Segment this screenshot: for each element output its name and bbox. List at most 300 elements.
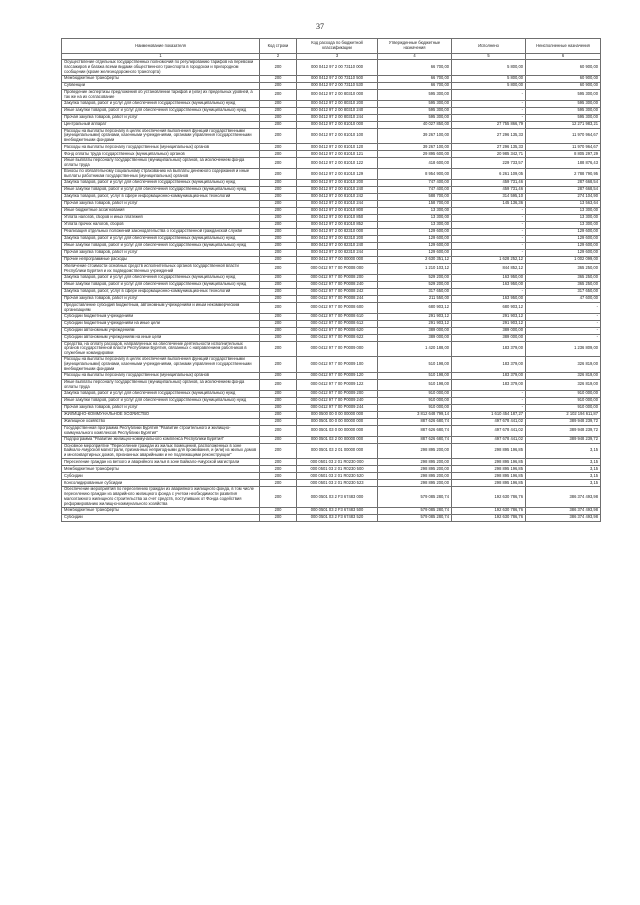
row-name: Иные бюджетные ассигнования — [62, 207, 260, 214]
row-rest: 595 300,00 — [526, 107, 601, 114]
row-kbk: 000 0412 97 2 00 81010 121 — [297, 151, 378, 158]
row-done: 291 903,12 — [452, 313, 526, 320]
row-plan: 579 085 280,74 — [378, 507, 452, 514]
row-done: 389 000,00 — [452, 334, 526, 341]
row-done: - — [452, 390, 526, 397]
row-code: 200 — [260, 207, 297, 214]
row-done: 27 296 135,33 — [452, 144, 526, 151]
row-kbk: 000 0501 03 2 F3 67483 500 — [297, 507, 378, 514]
table-row — [62, 107, 601, 114]
col-number: 1 — [62, 54, 260, 60]
row-rest: 326 819,00 — [526, 357, 601, 373]
row-plan: 910 000,00 — [378, 404, 452, 411]
table-row — [62, 372, 601, 379]
row-done: 229 733,57 — [452, 158, 526, 169]
row-plan: 39 267 100,00 — [378, 144, 452, 151]
row-done: - — [452, 397, 526, 404]
row-kbk: 000 0412 97 2 00 73110 500 — [297, 75, 378, 82]
row-name: Межбюджетные трансферты — [62, 466, 260, 473]
row-code: 200 — [260, 121, 297, 128]
row-rest: 129 600,00 — [526, 242, 601, 249]
table-row — [62, 390, 601, 397]
row-code: 200 — [260, 390, 297, 397]
table-row — [62, 207, 601, 214]
row-plan: 158 700,00 — [378, 200, 452, 207]
row-name: Основное мероприятие "Переселение граждан из жилых помещений, расположенных в зоне Байкало-Амурской магистрали, признанных непригодными для проживания, и (или) из жилых домов и многоквартирных домов, признанных аварийными и не подлежащими реконструкции" — [62, 443, 260, 459]
table-row — [62, 514, 601, 521]
row-rest: 910 000,00 — [526, 404, 601, 411]
row-done: 459 731,46 — [452, 179, 526, 186]
row-plan: 66 700,00 — [378, 82, 452, 89]
row-done: 163 950,00 — [452, 295, 526, 302]
row-plan: 66 700,00 — [378, 75, 452, 82]
row-rest: 595 300,00 — [526, 100, 601, 107]
row-done: 5 800,00 — [452, 75, 526, 82]
row-kbk: 000 0412 97 2 00 81010 120 — [297, 144, 378, 151]
row-code: 200 — [260, 411, 297, 418]
row-rest: 365 250,00 — [526, 274, 601, 281]
row-rest: 386 374 493,98 — [526, 507, 601, 514]
row-kbk: 000 0412 97 7 00 P0008 610 — [297, 313, 378, 320]
row-name: Иные закупки товаров, работ и услуг для обеспечения государственных (муниципальных) нужд — [62, 242, 260, 249]
row-kbk: 000 0412 97 7 00 P0008 200 — [297, 274, 378, 281]
row-name: Расходы на выплаты персоналу в целях обеспечения выполнения функций государственными (муниципальными) органами, казенными учреждениями, органами управления государственными внебюджетными фондами — [62, 357, 260, 373]
row-kbk: 000 0501 03 2 01 R0230 000 — [297, 459, 378, 466]
row-rest: 3,15 — [526, 459, 601, 466]
row-code: 200 — [260, 75, 297, 82]
row-done: - — [452, 242, 526, 249]
row-kbk: 000 0412 97 7 00 P0009 240 — [297, 397, 378, 404]
row-rest: 60 900,00 — [526, 82, 601, 89]
row-done: 298 895 196,85 — [452, 466, 526, 473]
row-rest: 274 104,90 — [526, 193, 601, 200]
row-done: 20 985 342,71 — [452, 151, 526, 158]
row-rest: 326 819,00 — [526, 379, 601, 390]
table-row — [62, 480, 601, 487]
row-rest: - — [526, 313, 601, 320]
row-name: Закупка товаров, работ, услуг в сфере информационно-коммуникационных технологий — [62, 193, 260, 200]
table-row — [62, 288, 601, 295]
row-name: Консолидированные субсидии — [62, 480, 260, 487]
table-row — [62, 425, 601, 436]
row-name: Закупка товаров, работ и услуг для обеспечения государственных (муниципальных) нужд — [62, 235, 260, 242]
row-code: 200 — [260, 249, 297, 256]
row-kbk: 000 0412 97 2 00 80310 240 — [297, 107, 378, 114]
table-row — [62, 436, 601, 443]
row-kbk: 000 0412 97 2 00 81010 000 — [297, 121, 378, 128]
row-rest: 595 300,00 — [526, 114, 601, 121]
row-plan: 13 300,00 — [378, 207, 452, 214]
row-rest: 188 876,43 — [526, 158, 601, 169]
row-rest: - — [526, 320, 601, 327]
row-kbk: 000 0501 00 0 00 00000 000 — [297, 418, 378, 425]
row-kbk: 000 0412 97 2 00 81010 850 — [297, 214, 378, 221]
row-code: 200 — [260, 214, 297, 221]
row-done: 6 261 109,05 — [452, 169, 526, 180]
row-done: 497 678 441,02 — [452, 425, 526, 436]
row-done: 298 895 196,85 — [452, 459, 526, 466]
row-kbk: 000 0412 97 7 00 P0008 000 — [297, 263, 378, 274]
row-code: 200 — [260, 288, 297, 295]
row-kbk: 000 0412 97 2 00 80310 244 — [297, 114, 378, 121]
row-kbk: 000 0412 97 2 00 73110 530 — [297, 82, 378, 89]
row-plan: 66 700,00 — [378, 60, 452, 76]
row-done: 183 379,00 — [452, 357, 526, 373]
row-kbk: 000 0412 97 7 00 P0008 240 — [297, 281, 378, 288]
row-plan: 8 954 900,00 — [378, 169, 452, 180]
col-number: 6 — [526, 54, 601, 60]
row-plan: 129 600,00 — [378, 228, 452, 235]
row-code: 200 — [260, 379, 297, 390]
row-rest: - — [526, 327, 601, 334]
row-name: Прочая закупка товаров, работ и услуг — [62, 295, 260, 302]
row-code: 200 — [260, 186, 297, 193]
row-name: Иные закупки товаров, работ и услуг для обеспечения государственных (муниципальных) нужд — [62, 281, 260, 288]
row-name: Средства, на оплату расходов, направленных на обеспечение деятельности исполнительных органов государственной власти Республики Бурятия, связанных с направлением работников в служебные командировки — [62, 341, 260, 357]
row-done: 291 903,12 — [452, 320, 526, 327]
table-row — [62, 82, 601, 89]
row-rest: - — [526, 334, 601, 341]
row-rest: 3,15 — [526, 473, 601, 480]
row-code: 200 — [260, 302, 297, 313]
row-name: Уплата налогов, сборов и иных платежей — [62, 214, 260, 221]
row-kbk: 000 0412 97 2 00 81010 800 — [297, 207, 378, 214]
row-code: 200 — [260, 459, 297, 466]
row-plan: 510 198,00 — [378, 379, 452, 390]
row-done: 27 755 866,79 — [452, 121, 526, 128]
table-row — [62, 200, 601, 207]
row-done: 680 903,12 — [452, 302, 526, 313]
table-row — [62, 341, 601, 357]
row-plan: 3 812 648 799,14 — [378, 411, 452, 418]
row-kbk: 000 0501 03 2 01 R0230 523 — [297, 480, 378, 487]
row-kbk: 000 0412 97 7 00 P0009 120 — [297, 372, 378, 379]
row-plan: 298 895 200,00 — [378, 443, 452, 459]
row-name: Закупка товаров, работ и услуг для обеспечения государственных (муниципальных) нужд — [62, 274, 260, 281]
row-kbk: 000 0412 97 7 00 00000 000 — [297, 256, 378, 263]
row-plan: 887 626 680,74 — [378, 425, 452, 436]
col-number: 3 — [297, 54, 378, 60]
row-code: 200 — [260, 507, 297, 514]
row-kbk: 000 0412 97 2 00 81010 852 — [297, 221, 378, 228]
header-code: Код строки — [260, 39, 297, 54]
row-code: 200 — [260, 514, 297, 521]
row-rest: 12 271 983,21 — [526, 121, 601, 128]
table-row — [62, 121, 601, 128]
row-plan: 317 650,00 — [378, 288, 452, 295]
row-plan: 595 300,00 — [378, 100, 452, 107]
row-code: 200 — [260, 397, 297, 404]
row-rest: 60 900,00 — [526, 75, 601, 82]
row-code: 200 — [260, 89, 297, 100]
table-row — [62, 144, 601, 151]
row-code: 200 — [260, 158, 297, 169]
row-name: Переселение граждан из ветхого и аварийного жилья в зоне Байкало-Амурской магистрали — [62, 459, 260, 466]
row-plan: 529 200,00 — [378, 274, 452, 281]
row-code: 200 — [260, 151, 297, 158]
table-row — [62, 404, 601, 411]
row-code: 200 — [260, 327, 297, 334]
table-row — [62, 151, 601, 158]
header-kbk: Код расхода по бюджетной классификации — [297, 39, 378, 54]
row-done: 298 895 196,85 — [452, 480, 526, 487]
row-name: Иные закупки товаров, работ и услуг для обеспечения государственных (муниципальных) нужд — [62, 107, 260, 114]
table-row — [62, 302, 601, 313]
row-rest: 129 600,00 — [526, 228, 601, 235]
row-code: 200 — [260, 221, 297, 228]
budget-execution-table — [61, 38, 601, 522]
row-plan: 29 895 600,00 — [378, 151, 452, 158]
header-rest: Неисполненные назначения — [526, 39, 601, 54]
table-row — [62, 327, 601, 334]
row-done: 459 731,46 — [452, 186, 526, 193]
row-code: 200 — [260, 107, 297, 114]
table-row — [62, 75, 601, 82]
table-row — [62, 459, 601, 466]
header-plan: Утвержденные бюджетные назначения — [378, 39, 452, 54]
row-code: 200 — [260, 169, 297, 180]
row-kbk: 000 0412 97 2 00 82310 200 — [297, 235, 378, 242]
table-row — [62, 158, 601, 169]
row-name: Прочая закупка товаров, работ и услуг — [62, 249, 260, 256]
row-plan: 291 903,12 — [378, 313, 452, 320]
row-done: 389 000,00 — [452, 327, 526, 334]
row-plan: 13 300,00 — [378, 214, 452, 221]
row-name: ЖИЛИЩНО-КОММУНАЛЬНОЕ ХОЗЯЙСТВО — [62, 411, 260, 418]
row-plan: 389 000,00 — [378, 327, 452, 334]
row-plan: 129 600,00 — [378, 235, 452, 242]
row-name: Межбюджетные трансферты — [62, 75, 260, 82]
col-number: 2 — [260, 54, 297, 60]
row-rest: 1 002 099,00 — [526, 256, 601, 263]
row-rest: 13 300,00 — [526, 207, 601, 214]
row-plan: 2 630 351,12 — [378, 256, 452, 263]
row-code: 200 — [260, 443, 297, 459]
table-row — [62, 114, 601, 121]
row-kbk: 000 0501 03 2 F3 67483 520 — [297, 514, 378, 521]
row-name: Субсидии бюджетным учреждениям — [62, 313, 260, 320]
row-kbk: 000 0412 97 7 00 P0009 122 — [297, 379, 378, 390]
row-done: 163 950,00 — [452, 281, 526, 288]
table-row — [62, 128, 601, 144]
row-rest: 287 668,54 — [526, 179, 601, 186]
row-kbk: 000 0412 97 2 00 81010 200 — [297, 179, 378, 186]
row-code: 200 — [260, 193, 297, 200]
row-plan: 579 085 280,74 — [378, 514, 452, 521]
row-code: 200 — [260, 436, 297, 443]
row-kbk: 000 0412 97 2 00 73110 000 — [297, 60, 378, 76]
row-kbk: 000 0412 97 2 00 81010 122 — [297, 158, 378, 169]
row-done: - — [452, 207, 526, 214]
row-plan: 595 300,00 — [378, 114, 452, 121]
row-name: Субсидии бюджетным учреждениям на иные цели — [62, 320, 260, 327]
row-done: 27 296 135,33 — [452, 128, 526, 144]
row-name: Реализация отдельных положений законодательства о государственной гражданской службе — [62, 228, 260, 235]
row-name: Государственная программа Республики Бурятия "Развитие строительного и жилищно-коммунального комплексов Республики Бурятия" — [62, 425, 260, 436]
row-kbk: 000 0412 97 7 00 P0008 600 — [297, 302, 378, 313]
row-plan: 510 198,00 — [378, 372, 452, 379]
table-row — [62, 263, 601, 274]
row-name: Субсидии — [62, 514, 260, 521]
table-row — [62, 179, 601, 186]
row-kbk: 000 0500 00 0 00 00000 000 — [297, 411, 378, 418]
row-kbk: 000 0412 97 7 00 P0008 622 — [297, 334, 378, 341]
row-done: 497 678 441,02 — [452, 436, 526, 443]
row-plan: 1 420 188,00 — [378, 341, 452, 357]
table-row — [62, 214, 601, 221]
row-name: Увеличение стоимости основных средств исполнительных органов государственной власти Республики Бурятия и их подведомственных учреждений — [62, 263, 260, 274]
table-row — [62, 418, 601, 425]
row-plan: 13 300,00 — [378, 221, 452, 228]
row-rest: 287 668,54 — [526, 186, 601, 193]
row-kbk: 000 0412 97 7 00 P0008 244 — [297, 295, 378, 302]
row-plan: 129 600,00 — [378, 249, 452, 256]
row-done: 298 895 196,85 — [452, 443, 526, 459]
row-name: Закупка товаров, работ и услуг для обеспечения государственных (муниципальных) нужд — [62, 100, 260, 107]
row-rest: 910 000,00 — [526, 397, 601, 404]
row-kbk: 000 0501 03 2 01 R0230 520 — [297, 473, 378, 480]
row-kbk: 000 0501 03 2 00 00000 000 — [297, 436, 378, 443]
row-code: 200 — [260, 295, 297, 302]
row-plan: 529 200,00 — [378, 281, 452, 288]
row-code: 200 — [260, 480, 297, 487]
row-code: 200 — [260, 242, 297, 249]
row-plan: 298 895 200,00 — [378, 473, 452, 480]
row-kbk: 000 0501 03 2 01 R0230 500 — [297, 466, 378, 473]
row-rest: 3,15 — [526, 466, 601, 473]
row-name: Уплата прочих налогов, сборов — [62, 221, 260, 228]
row-name: Прочие непрограммные расходы — [62, 256, 260, 263]
row-code: 200 — [260, 473, 297, 480]
row-done: 5 800,00 — [452, 82, 526, 89]
row-code: 200 — [260, 320, 297, 327]
row-plan: 747 400,00 — [378, 186, 452, 193]
row-kbk: 000 0412 97 2 00 82310 000 — [297, 228, 378, 235]
row-name: Субсидии — [62, 473, 260, 480]
table-row — [62, 228, 601, 235]
row-rest: 326 819,00 — [526, 372, 601, 379]
page-number: 37 — [316, 22, 324, 31]
table-row — [62, 249, 601, 256]
row-plan: 887 626 680,74 — [378, 436, 452, 443]
row-kbk: 000 0412 97 7 00 P0008 242 — [297, 288, 378, 295]
row-kbk: 000 0412 97 7 00 P0008 620 — [297, 327, 378, 334]
row-done: 5 800,00 — [452, 60, 526, 76]
table-row — [62, 357, 601, 373]
row-name: Центральный аппарат — [62, 121, 260, 128]
row-name: Субсидии автономным учреждениям — [62, 327, 260, 334]
row-rest: 8 805 297,29 — [526, 151, 601, 158]
row-plan: 579 085 280,74 — [378, 487, 452, 508]
row-plan: 298 895 200,00 — [378, 466, 452, 473]
row-plan: 887 626 680,74 — [378, 418, 452, 425]
row-code: 200 — [260, 114, 297, 121]
row-name: Закупка товаров, работ и услуг для обеспечения государственных (муниципальных) нужд — [62, 390, 260, 397]
row-name: Осуществление отдельных государственных полномочий по регулированию тарифов на перевозки пассажиров и багажа всеми видами общественного транспорта в городском и пригородном сообщении (кроме железнодорожного транспорта) — [62, 60, 260, 76]
row-code: 200 — [260, 487, 297, 508]
table-row — [62, 466, 601, 473]
row-rest: 2 102 194 611,87 — [526, 411, 601, 418]
row-rest: 13 563,64 — [526, 200, 601, 207]
row-done: 183 379,00 — [452, 341, 526, 357]
table-row — [62, 320, 601, 327]
row-kbk: 000 0412 97 2 00 80310 000 — [297, 89, 378, 100]
row-name: Закупка товаров, работ, услуг в сфере информационно-коммуникационных технологий — [62, 288, 260, 295]
row-done: - — [452, 89, 526, 100]
row-done: 145 136,36 — [452, 200, 526, 207]
row-rest: 13 300,00 — [526, 221, 601, 228]
row-code: 200 — [260, 418, 297, 425]
row-done: - — [452, 214, 526, 221]
row-code: 200 — [260, 263, 297, 274]
row-code: 200 — [260, 372, 297, 379]
table-row — [62, 281, 601, 288]
row-name: Подпрограмма "Развитие жилищно-коммунального комплекса Республики Бурятия" — [62, 436, 260, 443]
row-done: - — [452, 404, 526, 411]
row-kbk: 000 0412 97 2 00 80310 200 — [297, 100, 378, 107]
row-kbk: 000 0412 97 2 00 81010 129 — [297, 169, 378, 180]
row-name: Расходы на выплаты персоналу в целях обеспечения выполнения функций государственными (муниципальными) органами, казенными учреждениями, органами управления государственными внебюджетными фондами — [62, 128, 260, 144]
row-rest: 3,15 — [526, 480, 601, 487]
row-rest: 47 600,00 — [526, 295, 601, 302]
row-code: 200 — [260, 235, 297, 242]
header-done: Исполнено — [452, 39, 526, 54]
table-row — [62, 60, 601, 76]
row-name: Взносы по обязательному социальному страхованию на выплаты денежного содержания и иные выплаты работникам государственных (муниципальных) органов — [62, 169, 260, 180]
table-row — [62, 235, 601, 242]
row-plan: 298 895 200,00 — [378, 459, 452, 466]
row-rest: 389 948 239,72 — [526, 425, 601, 436]
row-rest: - — [526, 302, 601, 313]
row-plan: 418 600,00 — [378, 158, 452, 169]
row-rest: 386 374 493,98 — [526, 514, 601, 521]
table-row — [62, 295, 601, 302]
row-done: - — [452, 100, 526, 107]
row-plan: 291 903,12 — [378, 320, 452, 327]
table-row — [62, 242, 601, 249]
row-name: Иные выплаты персоналу государственных (муниципальных) органов, за исключением фонда оплаты труда — [62, 379, 260, 390]
table-row — [62, 186, 601, 193]
row-plan: 211 550,00 — [378, 295, 452, 302]
row-name: Закупка товаров, работ и услуг для обеспечения государственных (муниципальных) нужд — [62, 179, 260, 186]
row-kbk: 000 0412 97 7 00 P0009 100 — [297, 357, 378, 373]
row-done: 163 950,00 — [452, 274, 526, 281]
row-code: 200 — [260, 466, 297, 473]
row-name: Субсидии автономным учреждениям на иные цели — [62, 334, 260, 341]
row-done: 844 852,12 — [452, 263, 526, 274]
row-plan: 747 400,00 — [378, 179, 452, 186]
row-plan: 129 600,00 — [378, 242, 452, 249]
row-name: Прочая закупка товаров, работ и услуг — [62, 200, 260, 207]
row-done: - — [452, 249, 526, 256]
row-done: 192 630 786,76 — [452, 487, 526, 508]
row-name: Расходы на выплаты персоналу государственных (муниципальных) органов — [62, 144, 260, 151]
row-rest: 129 600,00 — [526, 235, 601, 242]
row-code: 200 — [260, 144, 297, 151]
row-done: 497 678 441,02 — [452, 418, 526, 425]
col-number: 5 — [452, 54, 526, 60]
row-kbk: 000 0412 97 2 00 81010 242 — [297, 193, 378, 200]
row-code: 200 — [260, 404, 297, 411]
row-code: 200 — [260, 341, 297, 357]
row-plan: 1 210 103,12 — [378, 263, 452, 274]
table-row — [62, 89, 601, 100]
table-row — [62, 313, 601, 320]
row-rest: 11 970 964,67 — [526, 128, 601, 144]
row-plan: 510 198,00 — [378, 357, 452, 373]
table-row — [62, 334, 601, 341]
row-name: Иные выплаты персоналу государственных (муниципальных) органов, за исключением фонда оплаты труда — [62, 158, 260, 169]
